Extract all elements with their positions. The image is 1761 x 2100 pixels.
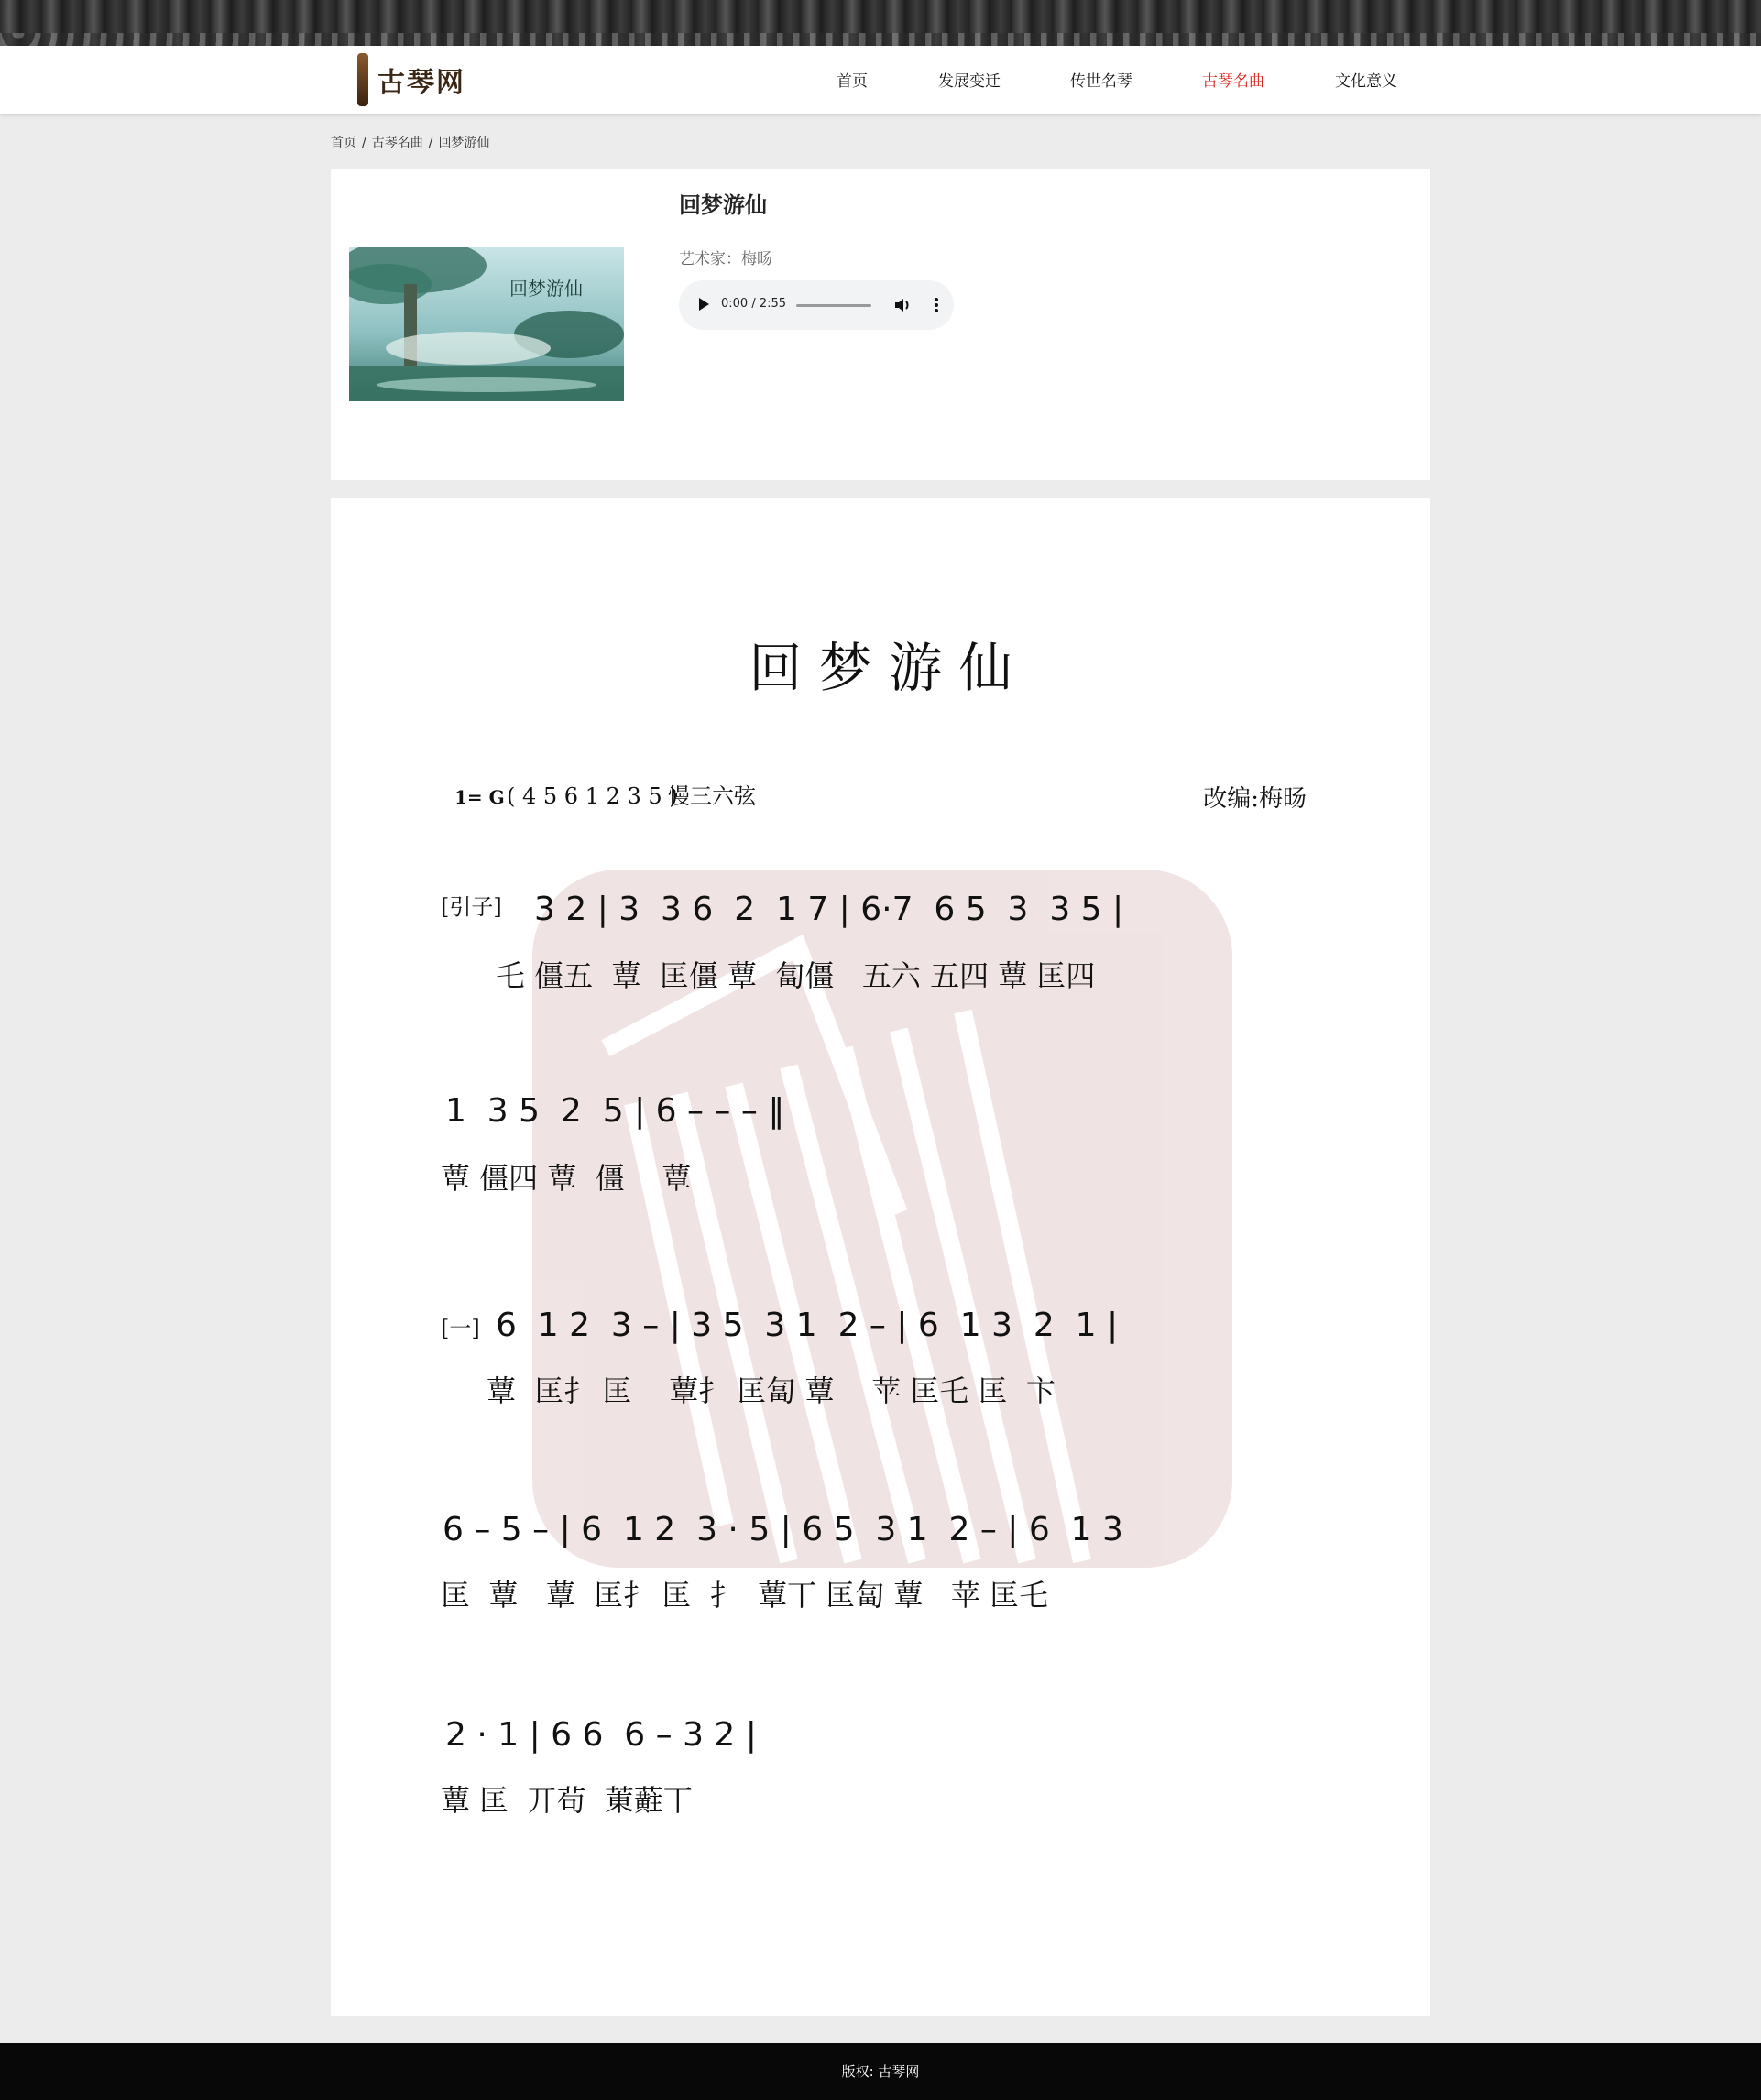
song-artist: 艺术家：梅旸 bbox=[679, 250, 772, 268]
score-row-numbers: 3 2 | 3 3 6 2 1 7 | 6·7 6 5 3 3 5 | bbox=[534, 891, 1124, 928]
breadcrumb-separator: / bbox=[362, 136, 366, 150]
nav-item-famous-pieces[interactable]: 古琴名曲 bbox=[1202, 72, 1264, 91]
audio-player bbox=[679, 280, 954, 330]
site-header bbox=[0, 46, 1761, 114]
play-icon[interactable] bbox=[699, 298, 709, 311]
breadcrumb-category[interactable]: 古琴名曲 bbox=[371, 136, 423, 150]
score-section-one: [一] bbox=[441, 1316, 480, 1341]
logo-text: 古琴网 bbox=[377, 67, 465, 99]
player-time: 0:00 / 2:55 bbox=[721, 297, 787, 311]
song-title: 回梦游仙 bbox=[679, 192, 767, 218]
score-row-numbers: 6 1 2 3 – | 3 5 3 1 2 – | 6 1 3 2 1 | bbox=[496, 1307, 1119, 1344]
footer-copyright: 版权: 古琴网 bbox=[841, 2063, 920, 2080]
score-arranger: 改编:梅旸 bbox=[1203, 785, 1307, 813]
cover-title-text: 回梦游仙 bbox=[509, 278, 583, 300]
breadcrumb-home[interactable]: 首页 bbox=[331, 136, 356, 150]
score-section-intro: [引子] bbox=[441, 894, 502, 920]
breadcrumb-separator: / bbox=[428, 136, 433, 150]
site-footer bbox=[0, 2043, 1761, 2100]
volume-icon[interactable] bbox=[891, 294, 913, 316]
score-card bbox=[331, 498, 1430, 2016]
nav-item-culture[interactable]: 文化意义 bbox=[1335, 72, 1397, 91]
nav-item-home[interactable]: 首页 bbox=[837, 72, 868, 91]
more-options-icon[interactable] bbox=[934, 295, 939, 315]
roof-tile-banner bbox=[0, 0, 1761, 49]
score-title: 回 梦 游 仙 bbox=[749, 637, 1012, 699]
score-row-tablature: 蕈 匡扌 匡 蕈扌 匡匐 蕈 苹 匡乇 匡 卞 bbox=[487, 1373, 1056, 1408]
song-info-card bbox=[331, 169, 1430, 480]
nav-item-history[interactable]: 发展变迁 bbox=[938, 72, 1001, 91]
score-sheet-image bbox=[331, 498, 1430, 2016]
score-tuning: ( 4 5 6 1 2 3 5 ) bbox=[507, 783, 678, 809]
score-row-tablature: 蕈 匡 丌茍 菄蘣丅 bbox=[441, 1783, 693, 1818]
score-row-numbers: 1 3 5 2 5 | 6 – – – ‖ bbox=[445, 1092, 785, 1130]
score-key: 1= G bbox=[454, 786, 505, 808]
score-row-tablature: 乇 僵五 蕈 匡僵 蕈 匐僵 五六 五四 蕈 匡四 bbox=[496, 958, 1096, 993]
score-row-numbers: 2 · 1 | 6 6 6 – 3 2 | bbox=[445, 1716, 757, 1754]
score-tuning-note: 慢三六弦 bbox=[668, 783, 756, 809]
song-cover-image bbox=[349, 247, 624, 401]
score-row-numbers: 6 – 5 – | 6 1 2 3 · 5 | 6 5 3 1 2 – | 6 1 3 bbox=[443, 1511, 1123, 1548]
site-logo[interactable] bbox=[357, 51, 465, 108]
player-progress-bar[interactable] bbox=[796, 304, 871, 307]
score-row-tablature: 蕈 僵四 蕈 僵 蕈 bbox=[441, 1161, 692, 1196]
breadcrumb-current: 回梦游仙 bbox=[438, 136, 490, 150]
score-row-tablature: 匡 蕈 蕈 匡扌 匡 扌 蕈丅 匡匐 蕈 苹 匡乇 bbox=[441, 1578, 1049, 1613]
guqin-logo-icon bbox=[357, 53, 368, 106]
nav-item-famous-qin[interactable]: 传世名琴 bbox=[1070, 72, 1132, 91]
breadcrumb bbox=[331, 133, 495, 151]
